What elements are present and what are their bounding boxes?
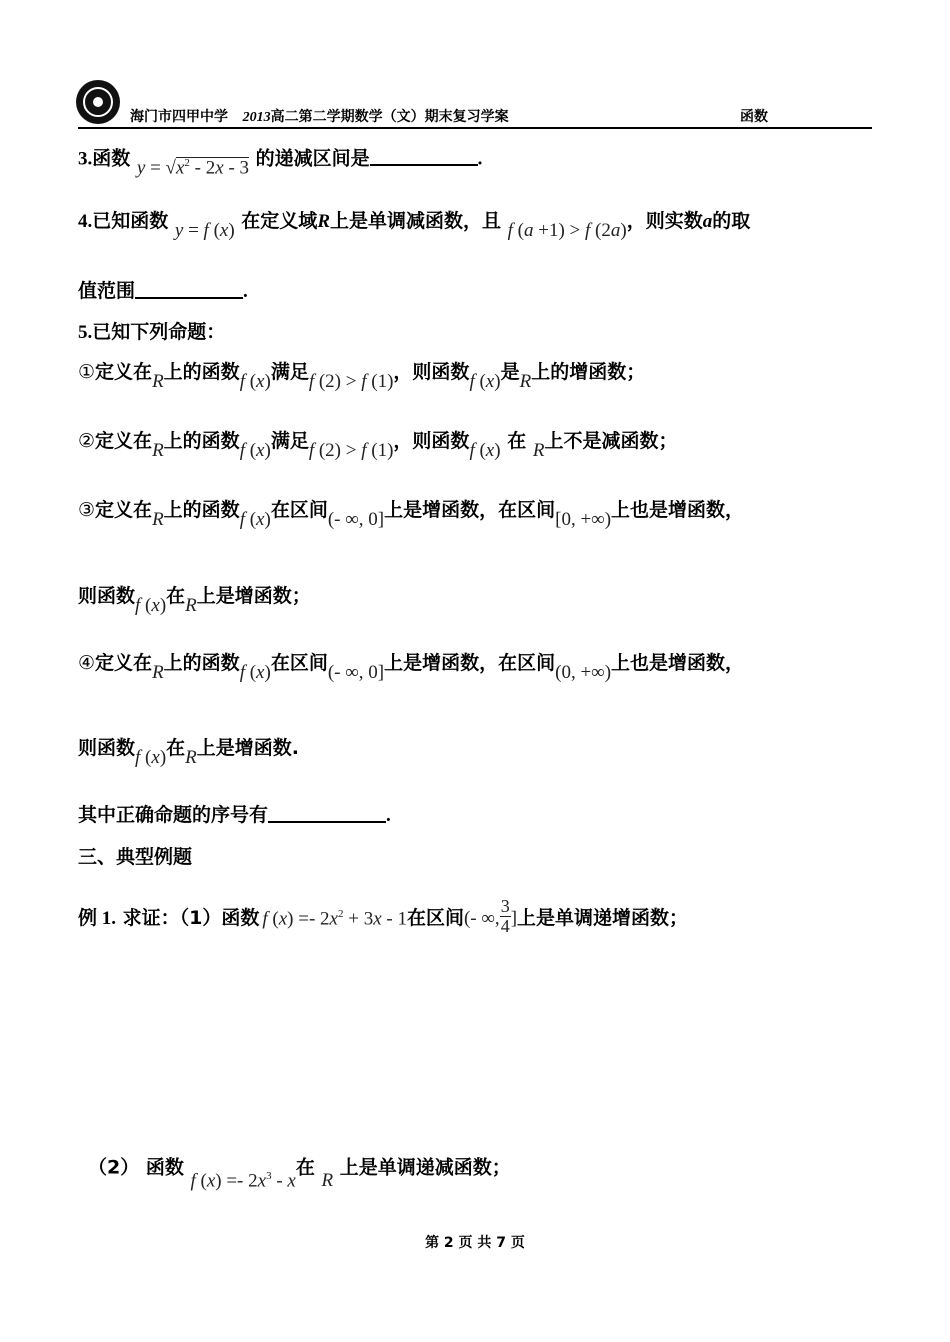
header-school: 海门市四甲中学 2013高二第二学期数学（文）期末复习学案: [130, 109, 509, 125]
header-topic: 函数: [740, 109, 768, 125]
example-1: 例 1. 求证：（1）函数 f $(x) =- 2x^2 + 3x - 1$在区间(- ∞, $\frac{3}{4}$ ]上是单调递增函数；: [78, 896, 689, 936]
answer-blank-q5: [268, 819, 386, 823]
answer-blank-q3: [370, 162, 478, 166]
proposition-1: ①定义在R上的函数f (x)满足f (2) > f (1)，则函数f (x)是R上的增函数；: [78, 361, 646, 392]
proposition-2: ②定义在R上的函数f (x)满足f (2) > f (1)，则函数f (x) 在 R上不是减函数；: [78, 430, 678, 461]
question-3: 3.函数 $y = √x^2 - 2x - 3$ 的递减区间是 .: [78, 147, 483, 179]
formula-inequality: f (a +1) > f (2a): [507, 220, 627, 241]
question-5-title: 5.已知下列命题：: [78, 321, 226, 343]
school-logo: [76, 80, 120, 124]
proposition-4: ④定义在R上的函数f (x)在区间(- ∞, 0]上是增函数，在区间(0, +∞)上也是增函数，: [78, 652, 745, 683]
proposition-4-line2: 则函数f (x)在R上是增函数.: [78, 737, 299, 768]
header-divider: [78, 127, 872, 129]
fraction-3-4: $\frac{3}{4}$: [500, 896, 510, 936]
formula-y-sqrt: $y = √x^2 - 2x - 3$: [136, 157, 250, 179]
question-5-answer: 其中正确命题的序号有 .: [78, 804, 391, 826]
section-title: 三、典型例题: [78, 846, 193, 868]
formula-y-fx: y = f (x): [174, 220, 235, 241]
example-1-part-2: （2） 函数 f $(x) =- 2x^3 - x$在 R 上是单调递减函数；: [88, 1156, 511, 1192]
page-footer: 第 2 页 共 7 页: [425, 1235, 525, 1251]
answer-blank-q4: [135, 295, 243, 299]
proposition-3-line2: 则函数f (x)在R上是增函数；: [78, 585, 311, 616]
proposition-3: ③定义在R上的函数f (x)在区间(- ∞, 0]上是增函数，在区间[0, +∞)上也是增函数，: [78, 499, 745, 530]
logo-emblem-icon: [83, 87, 113, 117]
question-4: 4.已知函数 y = f (x) 在定义域R上是单调减函数，且 f (a +1) > f (2a)，则实数a的取: [78, 210, 751, 241]
question-4-line2: 值范围 .: [78, 280, 248, 302]
